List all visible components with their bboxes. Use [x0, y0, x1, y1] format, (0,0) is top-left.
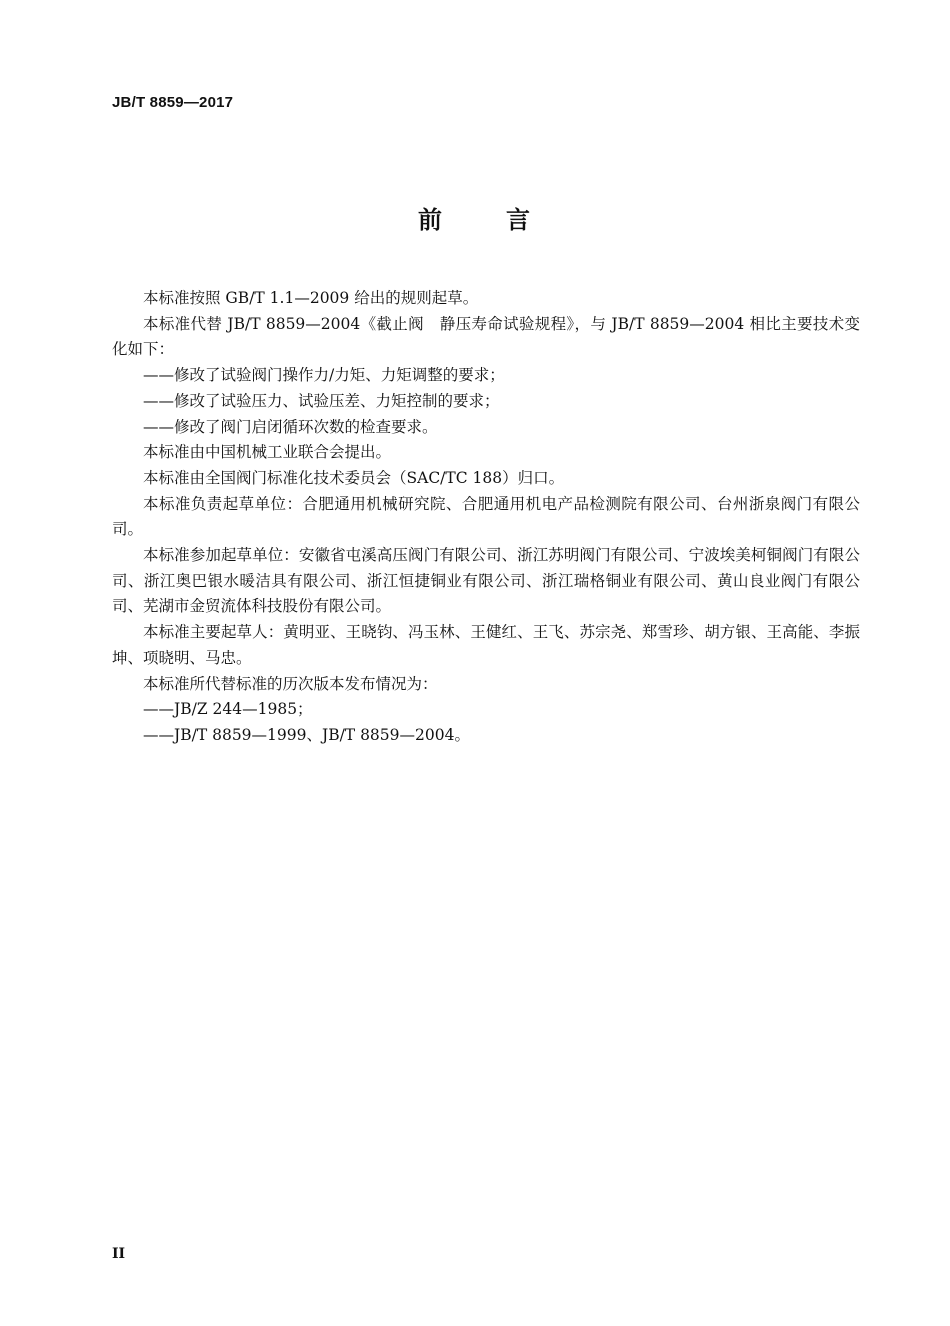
- paragraph-centralized-by: 本标准由全国阀门标准化技术委员会（SAC/TC 188）归口。: [143, 468, 565, 487]
- page-number: II: [112, 1246, 126, 1262]
- title-char-1: 前: [418, 206, 444, 234]
- paragraph-drafting-rules: 本标准按照 GB/T 1.1—2009 给出的规则起草。: [143, 289, 479, 307]
- preface-body: [112, 286, 860, 749]
- paragraph-replaces: 本标准代替 JB/T 8859—2004《截止阀 静压寿命试验规程》，与 JB/T 8859—2004 相比主要技术变化如下：: [112, 314, 860, 359]
- paragraph-responsible-units: 本标准负责起草单位：合肥通用机械研究院、合肥通用机电产品检测院有限公司、台州浙泉阀门有限公司。: [112, 494, 860, 539]
- page-title: [0, 200, 950, 235]
- history-item-1: ——JB/Z 244—1985；: [143, 700, 313, 719]
- history-item-2: ——JB/T 8859—1999、JB/T 8859—2004。: [143, 725, 470, 744]
- paragraph-participating-units: 本标准参加起草单位：安徽省屯溪高压阀门有限公司、浙江苏明阀门有限公司、宁波埃美柯铜阀门有限公司、浙江奥巴银水暖洁具有限公司、浙江恒捷铜业有限公司、浙江瑞格铜业有限公司、黄山良业阀门有限公司、芜湖市金贸流体科技股份有限公司。: [112, 546, 860, 616]
- title-char-2: 言: [506, 206, 532, 234]
- change-item-3: ——修改了阀门启闭循环次数的检查要求。: [143, 417, 438, 436]
- change-item-2: ——修改了试验压力、试验压差、力矩控制的要求；: [143, 391, 500, 410]
- paragraph-proposed-by: 本标准由中国机械工业联合会提出。: [143, 443, 392, 462]
- paragraph-main-drafters: 本标准主要起草人：黄明亚、王晓钧、冯玉林、王健红、王飞、苏宗尧、郑雪珍、胡方银、王高能、李振坤、项晓明、马忠。: [112, 623, 860, 667]
- paragraph-history-intro: 本标准所代替标准的历次版本发布情况为：: [143, 674, 438, 693]
- document-number-header: JB/T 8859—2017: [112, 94, 234, 111]
- change-item-1: ——修改了试验阀门操作力/力矩、力矩调整的要求；: [143, 366, 505, 385]
